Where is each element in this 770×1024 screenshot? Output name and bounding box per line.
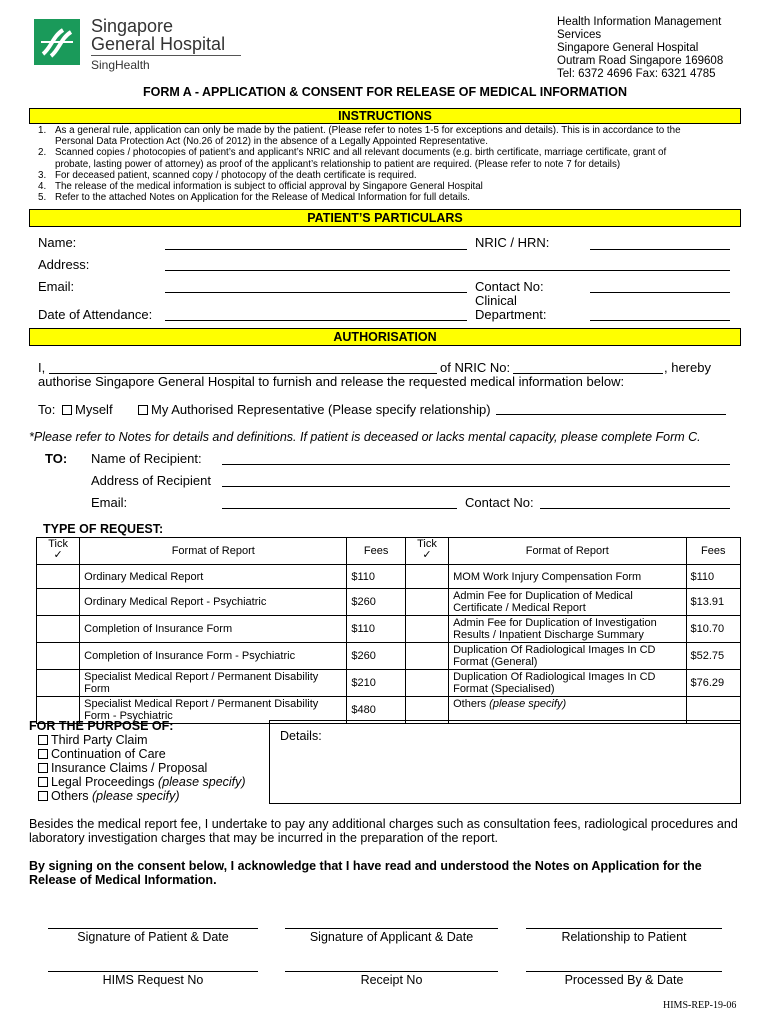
report-fee: $260 [347,589,406,616]
instruction-item [38,181,738,192]
recipient-name-field[interactable] [222,464,730,465]
auth-rep-option[interactable] [138,402,491,417]
instruction-item [38,192,738,203]
tick-cell[interactable] [37,643,80,670]
patient-clinical-label: Clinical [475,293,517,308]
auth-hereby: , hereby [664,360,711,375]
receipt-line[interactable] [285,971,498,972]
instruction-num: 2. [38,147,47,159]
purpose-option[interactable] [38,747,246,761]
tick-cell[interactable] [405,643,448,670]
auth-myself-option[interactable] [62,402,113,417]
report-format: Specialist Medical Report / Permanent Disability Form - Psychiatric [80,697,347,724]
address-line: Health Information Management [557,16,722,28]
authorisation-banner: AUTHORISATION [29,328,741,346]
purpose-hint: (please specify) [158,775,246,789]
logo-divider [91,55,241,56]
table-row [37,616,741,643]
instruction-text: The release of the medical information is subject to official approval by Singapore General Hospital [55,181,483,193]
patient-department-label: Department: [475,307,547,322]
patient-address-label: Address: [38,257,90,272]
report-format: Admin Fee for Duplication of Medical Certificate / Medical Report [449,589,686,616]
table-row [37,589,741,616]
patient-signature-line[interactable] [48,928,258,929]
myself-checkbox[interactable] [62,405,72,415]
instruction-item [38,125,738,136]
report-fee: $76.29 [686,670,741,697]
address-line: Services [557,29,602,41]
patient-nric-field[interactable] [590,249,730,250]
instruction-num: 5. [38,192,47,204]
auth-to-label: To: [38,402,56,417]
table-row [37,565,741,589]
report-fee: $10.70 [686,616,741,643]
purpose-option[interactable] [38,761,246,775]
address-line: Singapore General Hospital [557,42,699,54]
fees-header: Fees [347,538,406,565]
instruction-num: 1. [38,125,47,136]
patient-signature-label: Signature of Patient & Date [77,930,229,944]
logo-line1: Singapore [91,16,174,36]
processed-label: Processed By & Date [564,973,684,987]
tick-cell[interactable] [37,565,80,589]
tick-cell[interactable] [405,616,448,643]
recipient-email-label: Email: [91,495,128,510]
purpose-label: Insurance Claims / Proposal [51,761,208,775]
logo-line2: General Hospital [91,34,226,54]
purpose-title: FOR THE PURPOSE OF: [29,719,174,733]
tick-cell[interactable] [405,565,448,589]
instruction-text: Personal Data Protection Act (No.26 of 2012) in the absence of a Legally Appointed Representative. [55,136,488,148]
format-header: Format of Report [80,538,347,565]
instruction-item [38,136,738,147]
report-fee: $52.75 [686,643,741,670]
tick-cell[interactable] [405,670,448,697]
instruction-item [38,147,738,158]
tick-cell[interactable] [405,589,448,616]
purpose-option[interactable] [38,733,246,747]
instruction-text: As a general rule, application can only be made by the patient. (Please refer to notes 1-5 for exceptions and details). This is in accordance to the [55,125,681,136]
auth-i-label: I, [38,360,46,375]
purpose-checkbox[interactable] [38,791,48,801]
tick-label: Tick [48,538,68,550]
patient-contact-field[interactable] [590,292,730,293]
report-fee: $110 [686,565,741,589]
instruction-num [38,136,55,147]
instruction-text: For deceased patient, scanned copy / photocopy of the death certificate is required. [55,169,417,181]
receipt-label: Receipt No [360,973,423,987]
report-format: MOM Work Injury Compensation Form [449,565,686,589]
recipient-address-field[interactable] [222,486,730,487]
instructions-banner: INSTRUCTIONS [29,108,741,124]
format-header: Format of Report [449,538,686,565]
sgh-logo-icon [33,18,81,66]
request-header-row [37,538,741,565]
tick-header [37,538,80,565]
recipient-address-label: Address of Recipient [91,473,211,488]
sgh-logo [33,16,226,76]
details-label: Details: [280,729,322,743]
acknowledgement-text: By signing on the consent below, I acknowledge that I have read and understood the Notes on Application for the Release of Medical Information. [29,859,702,887]
report-fee: $210 [347,670,406,697]
recipient-contact-label: Contact No: [465,495,534,510]
patient-address-field[interactable] [165,270,730,271]
undertaking-text: Besides the medical report fee, I undertake to pay any additional charges such as consultation fees, radiological procedures and laboratory investigation charges that may be incurred in the preparation of the report. [29,817,738,845]
recipient-name-label: Name of Recipient: [91,451,202,466]
instruction-item [38,159,738,170]
hims-request-line[interactable] [48,971,258,972]
report-format: Admin Fee for Duplication of Investigation Results / Inpatient Discharge Summary [449,616,686,643]
instruction-text: Scanned copies / photocopies of patient’s and applicant’s NRIC and all relevant documents (e.g. birth certificate, marriage certificate, grant of [55,147,667,159]
report-format: Ordinary Medical Report [80,565,347,589]
purpose-checkbox[interactable] [38,735,48,745]
request-title: TYPE OF REQUEST: [43,522,164,536]
form-c-note: *Please refer to Notes for details and definitions. If patient is deceased or lacks mental capacity, please complete Form C. [29,430,701,444]
others-label: Others [453,698,487,710]
instruction-num: 4. [38,181,47,193]
report-fee: $260 [347,643,406,670]
table-row [37,670,741,697]
tick-header [405,538,448,565]
recipient-to-label: TO: [45,451,68,466]
hims-request-label: HIMS Request No [102,973,204,987]
purpose-option[interactable] [38,775,246,789]
patient-department-field[interactable] [590,320,730,321]
relationship-label: Relationship to Patient [561,930,687,944]
recipient-email-field[interactable] [222,508,457,509]
rep-checkbox[interactable] [138,405,148,415]
report-fee: $13.91 [686,589,741,616]
fees-header: Fees [686,538,741,565]
instruction-num: 3. [38,169,47,181]
instruction-item [38,170,738,181]
details-box[interactable] [269,720,741,804]
purpose-option[interactable] [38,789,246,803]
instruction-text: probate, lasting power of attorney) as proof of the applicant’s relationship to patient are required. (Please refer to note 7 for details) [55,158,621,170]
applicant-signature-label: Signature of Applicant & Date [309,930,474,944]
address-line: Outram Road Singapore 169608 [557,55,724,67]
auth-statement: authorise Singapore General Hospital to furnish and release the requested medical information below: [38,374,625,389]
report-format: Specialist Medical Report / Permanent Disability Form [80,670,347,697]
purpose-label: Legal Proceedings [51,775,155,789]
applicant-signature-line[interactable] [285,928,498,929]
patient-date-field[interactable] [165,320,467,321]
patient-email-label: Email: [38,279,75,294]
tick-cell[interactable] [37,670,80,697]
report-format: Ordinary Medical Report - Psychiatric [80,589,347,616]
report-format: Duplication Of Radiological Images In CD Format (General) [449,643,686,670]
auth-nric-label: of NRIC No: [440,360,511,375]
purpose-checkbox[interactable] [38,763,48,773]
form-title: FORM A - APPLICATION & CONSENT FOR RELEASE OF MEDICAL INFORMATION [142,85,627,99]
report-format: Completion of Insurance Form - Psychiatric [80,643,347,670]
tick-cell[interactable] [37,616,80,643]
purpose-checkbox[interactable] [38,749,48,759]
purpose-hint: (please specify) [92,789,180,803]
auth-relationship-field[interactable] [496,414,726,415]
request-table [36,537,741,724]
table-row [37,643,741,670]
others-hint: (please specify) [489,698,567,710]
hospital-address [557,16,723,81]
patient-banner: PATIENT’S PARTICULARS [29,209,741,227]
address-line: Tel: 6372 4696 Fax: 6321 4785 [557,68,716,80]
tick-label: Tick [417,538,437,550]
instructions-list [38,125,738,203]
instruction-num [38,159,55,170]
logo-line3: SingHealth [91,58,150,72]
purpose-list [38,733,246,803]
tick-mark-icon: ✓ [53,549,63,561]
instruction-text: Refer to the attached Notes on Application for the Release of Medical Information for full details. [55,192,470,204]
report-fee: $480 [347,697,406,724]
patient-nric-label: NRIC / HRN: [475,235,550,250]
tick-mark-icon: ✓ [422,549,432,561]
purpose-label: Continuation of Care [51,747,166,761]
purpose-label: Others [51,789,89,803]
processed-line[interactable] [526,971,722,972]
patient-email-field[interactable] [165,292,467,293]
rep-label: My Authorised Representative (Please specify relationship) [151,402,491,417]
patient-name-field[interactable] [165,249,467,250]
report-fee: $110 [347,616,406,643]
patient-contact-label: Contact No: [475,279,544,294]
relationship-line[interactable] [526,928,722,929]
tick-cell[interactable] [37,589,80,616]
purpose-checkbox[interactable] [38,777,48,787]
report-format: Completion of Insurance Form [80,616,347,643]
patient-name-label: Name: [38,235,77,250]
purpose-label: Third Party Claim [51,733,148,747]
myself-label: Myself [75,402,113,417]
report-fee: $110 [347,565,406,589]
recipient-contact-field[interactable] [540,508,730,509]
form-code: HIMS-REP-19-06 [663,1000,737,1011]
report-format: Duplication Of Radiological Images In CD Format (Specialised) [449,670,686,697]
patient-date-label: Date of Attendance: [38,307,153,322]
